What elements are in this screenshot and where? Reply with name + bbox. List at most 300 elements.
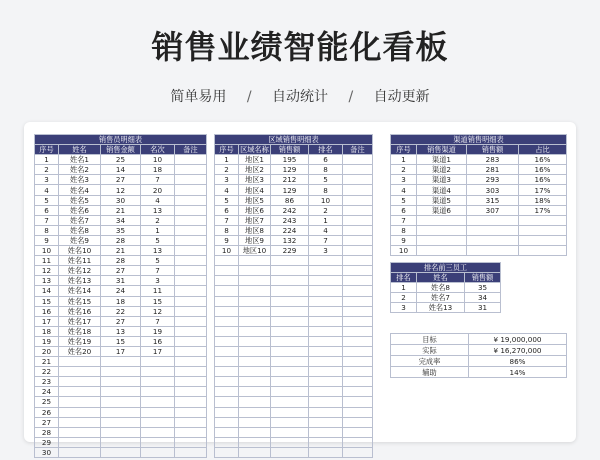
region-table-cell[interactable] [343, 155, 373, 165]
region-table-cell[interactable] [309, 367, 343, 377]
channel-table-cell[interactable] [519, 235, 567, 245]
region-table-cell[interactable] [309, 266, 343, 276]
summary-table-cell[interactable]: 86% [469, 356, 567, 367]
sales-table-cell[interactable]: 35 [101, 225, 141, 235]
sales-table-cell[interactable]: 10 [141, 155, 175, 165]
sales-table-cell[interactable]: 姓名1 [59, 155, 101, 165]
region-table-cell[interactable] [239, 306, 271, 316]
region-table-cell[interactable] [271, 266, 309, 276]
channel-table-cell[interactable]: 渠道2 [417, 165, 467, 175]
sales-table-cell[interactable]: 28 [35, 427, 59, 437]
sales-table-cell[interactable]: 18 [35, 326, 59, 336]
sales-table-cell[interactable]: 4 [141, 195, 175, 205]
region-table-cell[interactable] [239, 346, 271, 356]
region-table-cell[interactable]: 1 [309, 215, 343, 225]
region-table-cell[interactable] [309, 417, 343, 427]
sales-table-cell[interactable] [141, 417, 175, 427]
sales-table-cell[interactable]: 13 [141, 246, 175, 256]
channel-table-cell[interactable] [417, 225, 467, 235]
region-table-cell[interactable]: 地区4 [239, 185, 271, 195]
region-table-cell[interactable] [309, 306, 343, 316]
region-table-cell[interactable] [309, 346, 343, 356]
region-table-cell[interactable] [343, 397, 373, 407]
region-table-cell[interactable] [239, 286, 271, 296]
region-table-cell[interactable] [271, 407, 309, 417]
sales-table-cell[interactable]: 姓名10 [59, 246, 101, 256]
sales-table-cell[interactable]: 28 [101, 235, 141, 245]
sales-table-cell[interactable]: 28 [101, 256, 141, 266]
channel-table-cell[interactable] [417, 215, 467, 225]
region-table-cell[interactable] [271, 276, 309, 286]
top3-table-cell[interactable]: 31 [465, 303, 501, 313]
sales-table-cell[interactable] [141, 387, 175, 397]
channel-table-cell[interactable]: 2 [391, 165, 417, 175]
region-table-cell[interactable] [343, 215, 373, 225]
region-table-cell[interactable] [215, 377, 239, 387]
sales-table-cell[interactable]: 3 [141, 276, 175, 286]
sales-table-cell[interactable]: 20 [141, 185, 175, 195]
region-table-cell[interactable] [271, 377, 309, 387]
sales-table-cell[interactable]: 13 [101, 326, 141, 336]
sales-table-cell[interactable]: 19 [35, 336, 59, 346]
sales-table-cell[interactable]: 25 [101, 155, 141, 165]
region-table-cell[interactable] [343, 387, 373, 397]
sales-table-cell[interactable] [101, 367, 141, 377]
sales-table-cell[interactable]: 7 [141, 266, 175, 276]
channel-table-cell[interactable]: 渠道3 [417, 175, 467, 185]
sales-table-cell[interactable]: 12 [141, 306, 175, 316]
sales-table-cell[interactable] [101, 387, 141, 397]
channel-table-cell[interactable] [417, 246, 467, 256]
channel-table-cell[interactable]: 16% [519, 165, 567, 175]
sales-table-cell[interactable]: 姓名17 [59, 316, 101, 326]
sales-table-cell[interactable]: 13 [35, 276, 59, 286]
sales-table-cell[interactable]: 27 [35, 417, 59, 427]
sales-table-cell[interactable]: 22 [101, 306, 141, 316]
region-table-cell[interactable]: 243 [271, 215, 309, 225]
region-table-cell[interactable]: 地区10 [239, 246, 271, 256]
channel-table-cell[interactable]: 18% [519, 195, 567, 205]
region-table-cell[interactable] [343, 185, 373, 195]
region-table-cell[interactable]: 224 [271, 225, 309, 235]
channel-table-cell[interactable] [519, 215, 567, 225]
top3-table-cell[interactable]: 35 [465, 283, 501, 293]
channel-table-cell[interactable]: 4 [391, 185, 417, 195]
sales-table-cell[interactable]: 6 [35, 205, 59, 215]
region-table-cell[interactable]: 212 [271, 175, 309, 185]
region-table-cell[interactable] [309, 437, 343, 447]
sales-table-cell[interactable]: 姓名12 [59, 266, 101, 276]
summary-table-cell[interactable]: ¥ 19,000,000 [469, 334, 567, 345]
region-table-cell[interactable] [239, 417, 271, 427]
channel-table-cell[interactable]: 7 [391, 215, 417, 225]
sales-table-cell[interactable]: 27 [101, 175, 141, 185]
sales-table-cell[interactable]: 15 [35, 296, 59, 306]
channel-table-cell[interactable]: 9 [391, 235, 417, 245]
sales-table-cell[interactable]: 姓名2 [59, 165, 101, 175]
region-table-cell[interactable]: 3 [215, 175, 239, 185]
top3-table-cell[interactable]: 34 [465, 293, 501, 303]
region-table-cell[interactable]: 129 [271, 165, 309, 175]
region-table-cell[interactable] [309, 397, 343, 407]
sales-table-cell[interactable]: 17 [141, 346, 175, 356]
summary-table-cell[interactable]: 14% [469, 367, 567, 378]
channel-table-cell[interactable]: 8 [391, 225, 417, 235]
sales-table-cell[interactable]: 姓名5 [59, 195, 101, 205]
sales-table-cell[interactable] [141, 427, 175, 437]
sales-table-cell[interactable]: 16 [141, 336, 175, 346]
sales-table-cell[interactable]: 34 [101, 215, 141, 225]
region-table-cell[interactable]: 地区1 [239, 155, 271, 165]
region-table-cell[interactable]: 4 [309, 225, 343, 235]
channel-table-cell[interactable] [467, 246, 519, 256]
sales-table-cell[interactable] [59, 377, 101, 387]
sales-table-cell[interactable] [141, 447, 175, 457]
sales-table-cell[interactable]: 14 [101, 165, 141, 175]
region-table-cell[interactable] [343, 286, 373, 296]
region-table-cell[interactable] [239, 266, 271, 276]
sales-table-cell[interactable]: 1 [141, 225, 175, 235]
sales-table-cell[interactable]: 9 [35, 235, 59, 245]
summary-table-cell[interactable]: 辅助 [391, 367, 469, 378]
region-table-cell[interactable] [215, 367, 239, 377]
channel-table-cell[interactable]: 5 [391, 195, 417, 205]
region-table-cell[interactable] [343, 447, 373, 457]
region-table-cell[interactable] [239, 296, 271, 306]
region-table-cell[interactable] [343, 427, 373, 437]
region-table-cell[interactable]: 129 [271, 185, 309, 195]
sales-table-cell[interactable] [101, 417, 141, 427]
top3-table-cell[interactable]: 2 [391, 293, 417, 303]
region-table-cell[interactable] [343, 336, 373, 346]
region-table-cell[interactable] [239, 316, 271, 326]
sales-table-cell[interactable] [59, 387, 101, 397]
sales-table-cell[interactable] [175, 185, 207, 195]
channel-table-cell[interactable]: 283 [467, 155, 519, 165]
region-table-cell[interactable] [343, 417, 373, 427]
region-table-cell[interactable] [215, 276, 239, 286]
region-table-cell[interactable]: 4 [215, 185, 239, 195]
region-table-cell[interactable] [215, 296, 239, 306]
region-table-cell[interactable] [309, 387, 343, 397]
sales-table-cell[interactable]: 20 [35, 346, 59, 356]
sales-table-cell[interactable]: 7 [141, 175, 175, 185]
region-table-cell[interactable] [343, 195, 373, 205]
sales-table-cell[interactable] [175, 407, 207, 417]
sales-table-cell[interactable] [59, 417, 101, 427]
region-table-cell[interactable] [239, 407, 271, 417]
region-table-cell[interactable] [343, 296, 373, 306]
sales-table-cell[interactable]: 21 [35, 357, 59, 367]
sales-table-cell[interactable] [175, 336, 207, 346]
region-table-cell[interactable] [343, 326, 373, 336]
sales-table-cell[interactable] [175, 205, 207, 215]
region-table-cell[interactable] [215, 326, 239, 336]
sales-table-cell[interactable]: 15 [101, 336, 141, 346]
sales-table-cell[interactable]: 姓名18 [59, 326, 101, 336]
sales-table-cell[interactable] [175, 195, 207, 205]
region-table-cell[interactable] [309, 377, 343, 387]
region-table-cell[interactable] [343, 346, 373, 356]
region-table-cell[interactable]: 10 [215, 246, 239, 256]
region-table-cell[interactable] [309, 296, 343, 306]
sales-table-cell[interactable] [175, 387, 207, 397]
region-table-cell[interactable] [239, 336, 271, 346]
sales-table-cell[interactable] [175, 225, 207, 235]
region-table-cell[interactable] [239, 387, 271, 397]
top3-table-cell[interactable]: 姓名13 [417, 303, 465, 313]
sales-table-cell[interactable] [175, 256, 207, 266]
region-table-cell[interactable] [343, 367, 373, 377]
sales-table-cell[interactable] [101, 357, 141, 367]
region-table-cell[interactable]: 5 [309, 175, 343, 185]
sales-table-cell[interactable]: 8 [35, 225, 59, 235]
sales-table-cell[interactable]: 姓名16 [59, 306, 101, 316]
channel-table-cell[interactable] [467, 235, 519, 245]
sales-table-cell[interactable]: 姓名20 [59, 346, 101, 356]
sales-table-cell[interactable]: 14 [35, 286, 59, 296]
sales-table-cell[interactable]: 12 [35, 266, 59, 276]
region-table-cell[interactable]: 132 [271, 235, 309, 245]
region-table-cell[interactable] [343, 377, 373, 387]
sales-table-cell[interactable]: 13 [141, 205, 175, 215]
sales-table-cell[interactable] [175, 266, 207, 276]
sales-table-cell[interactable]: 21 [101, 205, 141, 215]
region-table-cell[interactable] [271, 447, 309, 457]
region-table-cell[interactable]: 地区5 [239, 195, 271, 205]
sales-table-cell[interactable]: 24 [101, 286, 141, 296]
region-table-cell[interactable] [343, 437, 373, 447]
channel-table-cell[interactable]: 渠道5 [417, 195, 467, 205]
region-table-cell[interactable] [309, 256, 343, 266]
region-table-cell[interactable] [239, 427, 271, 437]
sales-table-cell[interactable] [101, 397, 141, 407]
region-table-cell[interactable] [343, 205, 373, 215]
region-table-cell[interactable] [271, 417, 309, 427]
sales-table-cell[interactable] [59, 447, 101, 457]
top3-table-cell[interactable]: 姓名7 [417, 293, 465, 303]
region-table-cell[interactable] [215, 447, 239, 457]
top3-table-cell[interactable]: 3 [391, 303, 417, 313]
sales-table-cell[interactable] [141, 377, 175, 387]
sales-table-cell[interactable] [175, 367, 207, 377]
sales-table-cell[interactable]: 姓名13 [59, 276, 101, 286]
region-table-cell[interactable] [343, 306, 373, 316]
sales-table-cell[interactable]: 5 [141, 256, 175, 266]
channel-table-cell[interactable]: 281 [467, 165, 519, 175]
sales-table-cell[interactable]: 姓名4 [59, 185, 101, 195]
sales-table-cell[interactable]: 17 [101, 346, 141, 356]
top3-table-cell[interactable]: 1 [391, 283, 417, 293]
sales-table-cell[interactable] [175, 447, 207, 457]
region-table-cell[interactable] [343, 407, 373, 417]
channel-table-cell[interactable]: 1 [391, 155, 417, 165]
sales-table-cell[interactable] [175, 286, 207, 296]
sales-table-cell[interactable]: 23 [35, 377, 59, 387]
summary-table-cell[interactable]: 完成率 [391, 356, 469, 367]
sales-table-cell[interactable] [175, 215, 207, 225]
region-table-cell[interactable]: 地区9 [239, 235, 271, 245]
sales-table-cell[interactable]: 21 [101, 246, 141, 256]
sales-table-cell[interactable] [141, 437, 175, 447]
channel-table-cell[interactable]: 3 [391, 175, 417, 185]
channel-table-cell[interactable] [467, 215, 519, 225]
region-table-cell[interactable] [271, 306, 309, 316]
region-table-cell[interactable] [309, 286, 343, 296]
region-table-cell[interactable] [215, 357, 239, 367]
sales-table-cell[interactable]: 17 [35, 316, 59, 326]
region-table-cell[interactable] [215, 336, 239, 346]
region-table-cell[interactable]: 7 [309, 235, 343, 245]
sales-table-cell[interactable]: 5 [141, 235, 175, 245]
region-table-cell[interactable] [239, 377, 271, 387]
sales-table-cell[interactable] [175, 296, 207, 306]
channel-table-cell[interactable]: 渠道6 [417, 205, 467, 215]
sales-table-cell[interactable] [59, 367, 101, 377]
sales-table-cell[interactable] [175, 276, 207, 286]
region-table-cell[interactable]: 229 [271, 246, 309, 256]
region-table-cell[interactable] [215, 266, 239, 276]
sales-table-cell[interactable] [101, 447, 141, 457]
region-table-cell[interactable] [343, 276, 373, 286]
sales-table-cell[interactable] [175, 316, 207, 326]
region-table-cell[interactable] [309, 407, 343, 417]
region-table-cell[interactable]: 2 [215, 165, 239, 175]
region-table-cell[interactable]: 8 [309, 185, 343, 195]
region-table-cell[interactable] [239, 447, 271, 457]
sales-table-cell[interactable]: 27 [101, 316, 141, 326]
region-table-cell[interactable] [215, 397, 239, 407]
sales-table-cell[interactable] [175, 326, 207, 336]
sales-table-cell[interactable] [141, 367, 175, 377]
region-table-cell[interactable]: 地区7 [239, 215, 271, 225]
region-table-cell[interactable]: 5 [215, 195, 239, 205]
region-table-cell[interactable] [343, 175, 373, 185]
region-table-cell[interactable]: 195 [271, 155, 309, 165]
sales-table-cell[interactable]: 7 [35, 215, 59, 225]
sales-table-cell[interactable] [175, 437, 207, 447]
region-table-cell[interactable]: 地区3 [239, 175, 271, 185]
sales-table-cell[interactable]: 11 [141, 286, 175, 296]
sales-table-cell[interactable]: 12 [101, 185, 141, 195]
region-table-cell[interactable] [239, 256, 271, 266]
region-table-cell[interactable] [271, 296, 309, 306]
region-table-cell[interactable] [271, 316, 309, 326]
sales-table-cell[interactable] [175, 357, 207, 367]
region-table-cell[interactable] [239, 276, 271, 286]
region-table-cell[interactable]: 9 [215, 235, 239, 245]
region-table-cell[interactable] [215, 316, 239, 326]
sales-table-cell[interactable]: 19 [141, 326, 175, 336]
sales-table-cell[interactable]: 姓名19 [59, 336, 101, 346]
region-table-cell[interactable] [239, 397, 271, 407]
region-table-cell[interactable] [271, 427, 309, 437]
region-table-cell[interactable] [309, 447, 343, 457]
sales-table-cell[interactable]: 姓名15 [59, 296, 101, 306]
region-table-cell[interactable] [343, 266, 373, 276]
summary-table-cell[interactable]: 实际 [391, 345, 469, 356]
sales-table-cell[interactable]: 18 [101, 296, 141, 306]
channel-table-cell[interactable]: 307 [467, 205, 519, 215]
region-table-cell[interactable] [271, 437, 309, 447]
region-table-cell[interactable] [239, 437, 271, 447]
region-table-cell[interactable] [343, 357, 373, 367]
region-table-cell[interactable] [309, 316, 343, 326]
region-table-cell[interactable] [215, 346, 239, 356]
region-table-cell[interactable]: 242 [271, 205, 309, 215]
region-table-cell[interactable] [215, 387, 239, 397]
region-table-cell[interactable] [271, 326, 309, 336]
summary-table-cell[interactable]: 目标 [391, 334, 469, 345]
sales-table-cell[interactable]: 姓名11 [59, 256, 101, 266]
region-table-cell[interactable] [239, 367, 271, 377]
sales-table-cell[interactable]: 27 [101, 266, 141, 276]
sales-table-cell[interactable] [175, 165, 207, 175]
channel-table-cell[interactable] [417, 235, 467, 245]
region-table-cell[interactable] [215, 437, 239, 447]
region-table-cell[interactable] [215, 417, 239, 427]
sales-table-cell[interactable]: 18 [141, 165, 175, 175]
region-table-cell[interactable]: 1 [215, 155, 239, 165]
sales-table-cell[interactable]: 姓名3 [59, 175, 101, 185]
sales-table-cell[interactable]: 15 [141, 296, 175, 306]
region-table-cell[interactable] [215, 286, 239, 296]
sales-table-cell[interactable]: 姓名7 [59, 215, 101, 225]
sales-table-cell[interactable]: 7 [141, 316, 175, 326]
sales-table-cell[interactable] [101, 437, 141, 447]
region-table-cell[interactable]: 8 [215, 225, 239, 235]
sales-table-cell[interactable]: 2 [141, 215, 175, 225]
sales-table-cell[interactable]: 31 [101, 276, 141, 286]
sales-table-cell[interactable]: 22 [35, 367, 59, 377]
sales-table-cell[interactable]: 2 [35, 165, 59, 175]
sales-table-cell[interactable] [101, 427, 141, 437]
region-table-cell[interactable] [343, 235, 373, 245]
sales-table-cell[interactable] [59, 427, 101, 437]
region-table-cell[interactable] [343, 225, 373, 235]
top3-table-cell[interactable]: 姓名8 [417, 283, 465, 293]
channel-table-cell[interactable]: 6 [391, 205, 417, 215]
sales-table-cell[interactable] [175, 417, 207, 427]
region-table-cell[interactable] [271, 346, 309, 356]
sales-table-cell[interactable]: 1 [35, 155, 59, 165]
sales-table-cell[interactable] [59, 397, 101, 407]
sales-table-cell[interactable]: 26 [35, 407, 59, 417]
sales-table-cell[interactable] [101, 407, 141, 417]
channel-table-cell[interactable]: 17% [519, 185, 567, 195]
region-table-cell[interactable]: 地区6 [239, 205, 271, 215]
region-table-cell[interactable] [343, 316, 373, 326]
channel-table-cell[interactable]: 10 [391, 246, 417, 256]
region-table-cell[interactable] [215, 427, 239, 437]
region-table-cell[interactable] [239, 357, 271, 367]
sales-table-cell[interactable] [175, 346, 207, 356]
region-table-cell[interactable] [215, 256, 239, 266]
channel-table-cell[interactable] [467, 225, 519, 235]
sales-table-cell[interactable] [175, 246, 207, 256]
region-table-cell[interactable] [239, 326, 271, 336]
region-table-cell[interactable]: 6 [309, 155, 343, 165]
region-table-cell[interactable]: 8 [309, 165, 343, 175]
region-table-cell[interactable] [309, 276, 343, 286]
region-table-cell[interactable] [215, 407, 239, 417]
region-table-cell[interactable] [309, 357, 343, 367]
region-table-cell[interactable]: 3 [309, 246, 343, 256]
sales-table-cell[interactable] [59, 407, 101, 417]
sales-table-cell[interactable]: 24 [35, 387, 59, 397]
channel-table-cell[interactable] [519, 225, 567, 235]
region-table-cell[interactable]: 6 [215, 205, 239, 215]
